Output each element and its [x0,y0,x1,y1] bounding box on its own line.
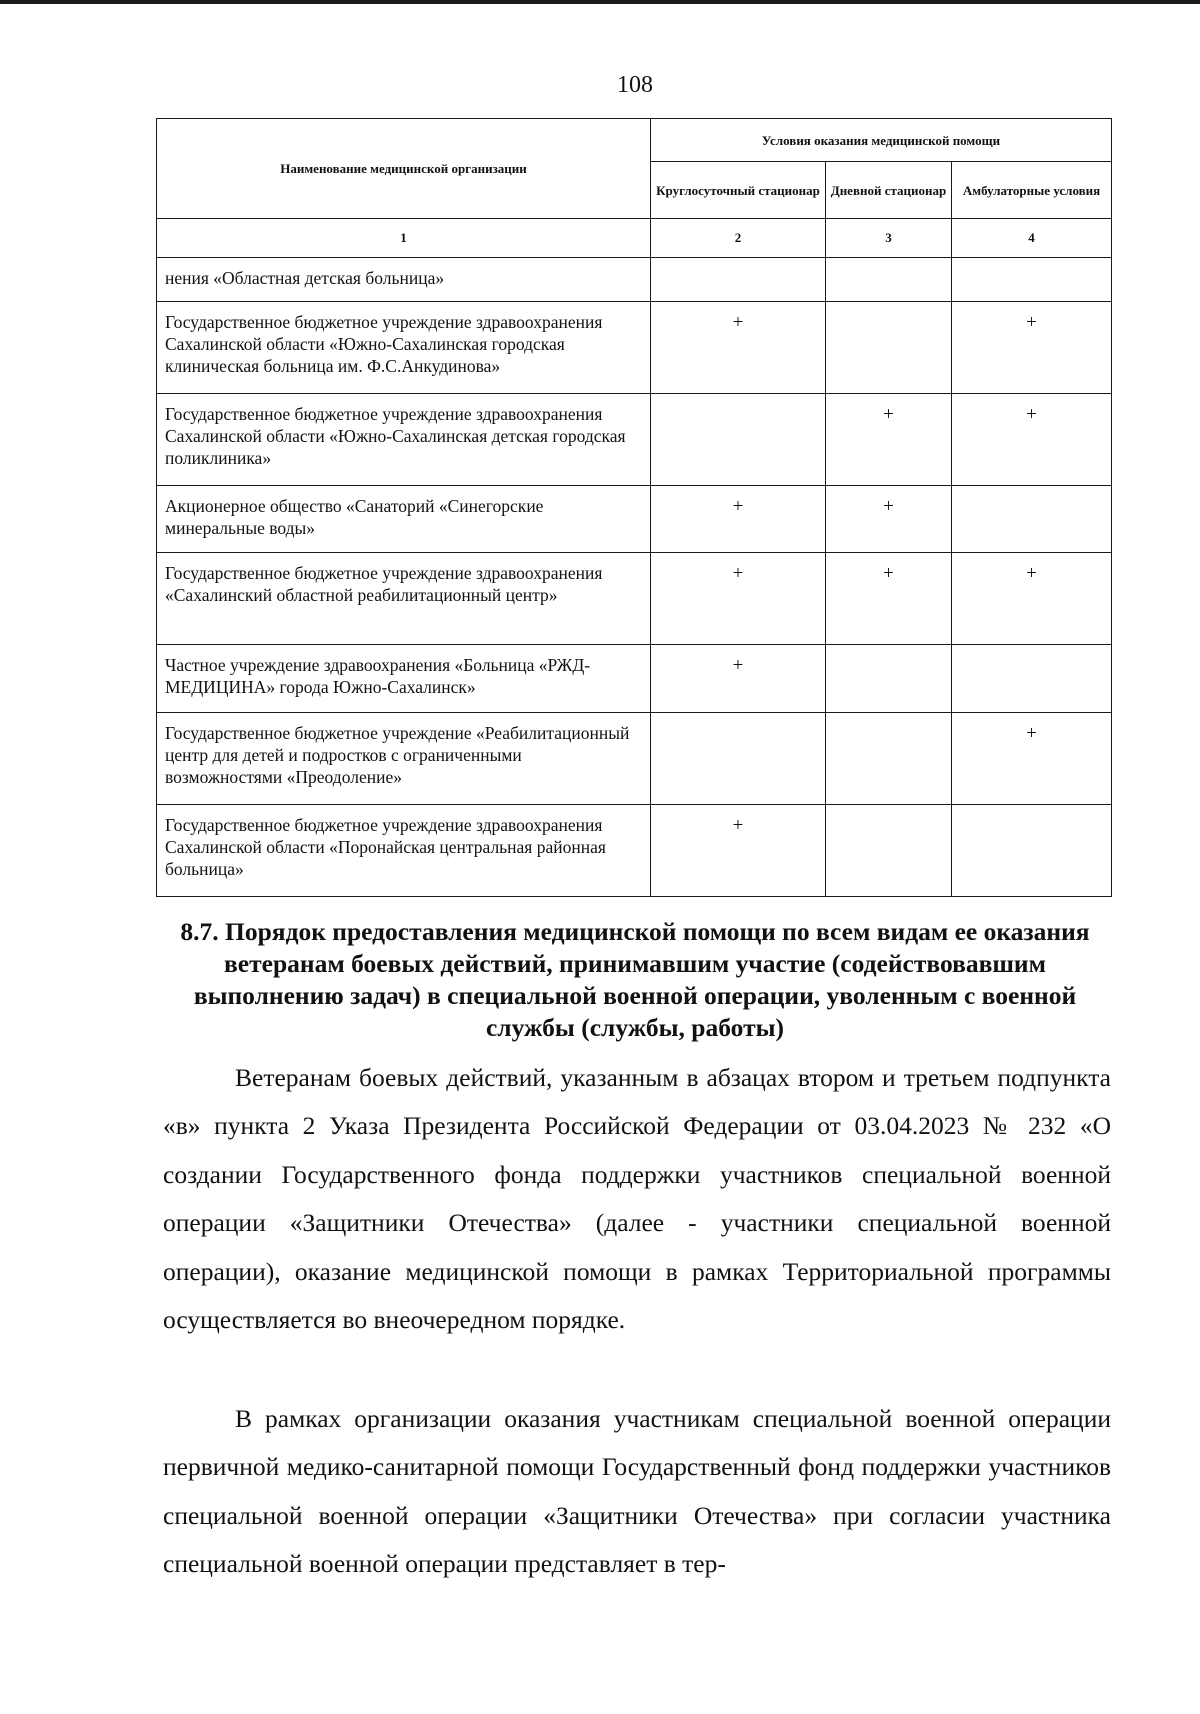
outpatient-mark: + [952,302,1112,394]
round-the-clock-mark [651,258,826,302]
day-hospital-mark: + [826,394,952,486]
header-outpatient: Амбулаторные условия [952,162,1112,219]
top-border-line [0,0,1200,4]
organization-name: Акционерное общество «Санаторий «Синегорские минеральные воды» [157,486,651,553]
day-hospital-mark [826,258,952,302]
table-row [157,805,1112,897]
table-row [157,302,1112,394]
outpatient-mark [952,258,1112,302]
day-hospital-mark [826,805,952,897]
day-hospital-mark: + [826,553,952,645]
organization-name: Государственное бюджетное учреждение здравоохранения «Сахалинский областной реабилитационный центр» [157,553,651,645]
outpatient-mark [952,486,1112,553]
organization-name: Частное учреждение здравоохранения «Больница «РЖД-МЕДИЦИНА» города Южно-Сахалинск» [157,645,651,713]
round-the-clock-mark [651,394,826,486]
round-the-clock-mark: + [651,553,826,645]
column-number: 3 [826,219,952,258]
section-heading: 8.7. Порядок предоставления медицинской помощи по всем видам ее оказания ветеранам боевых действий, принимавшим участие (содействовавшим выполнению задач) в специальной военной операции, уволенным с военной службы (службы, работы) [180,917,1090,1042]
table-row [157,394,1112,486]
table-row [157,486,1112,553]
organization-name: нения «Областная детская больница» [157,258,651,302]
organization-name: Государственное бюджетное учреждение здравоохранения Сахалинской области «Южно-Сахалинская городская клиническая больница им. Ф.С.Анкудинова» [157,302,651,394]
column-number: 2 [651,219,826,258]
header-organization-name: Наименование медицинской организации [157,119,651,219]
organization-name: Государственное бюджетное учреждение здравоохранения Сахалинской области «Поронайская центральная районная больница» [157,805,651,897]
column-number: 4 [952,219,1112,258]
page-number: 108 [617,72,653,98]
organization-name: Государственное бюджетное учреждение «Реабилитационный центр для детей и подростков с ограниченными возможностями «Преодоление» [157,713,651,805]
header-round-the-clock-hospital: Круглосуточный стационар [651,162,826,219]
table-row [157,713,1112,805]
column-number: 1 [157,219,651,258]
outpatient-mark: + [952,713,1112,805]
body-paragraph: В рамках организации оказания участникам специальной военной операции первичной медико-санитарной помощи Государственный фонд поддержки участников специальной военной операции «Защитники Отечества» при согласии участника специальной военной операции представляет в тер- [163,1404,1111,1579]
medical-organizations-table [156,118,1112,897]
day-hospital-mark: + [826,486,952,553]
day-hospital-mark [826,713,952,805]
day-hospital-mark [826,302,952,394]
round-the-clock-mark: + [651,486,826,553]
table-row [157,645,1112,713]
round-the-clock-mark: + [651,302,826,394]
day-hospital-mark [826,645,952,713]
header-care-conditions: Условия оказания медицинской помощи [651,119,1112,162]
header-day-hospital: Дневной стационар [826,162,952,219]
outpatient-mark [952,805,1112,897]
round-the-clock-mark: + [651,645,826,713]
round-the-clock-mark [651,713,826,805]
round-the-clock-mark: + [651,805,826,897]
table-row [157,553,1112,645]
organization-name: Государственное бюджетное учреждение здравоохранения Сахалинской области «Южно-Сахалинская детская городская поликлиника» [157,394,651,486]
outpatient-mark: + [952,553,1112,645]
table-row [157,258,1112,302]
body-paragraph: Ветеранам боевых действий, указанным в абзацах втором и третьем подпункта «в» пункта 2 Указа Президента Российской Федерации от 03.04.2023 № 232 «О создании Государственного фонда поддержки участников специальной военной операции «Защитники Отечества» (далее - участники специальной военной операции), оказание медицинской помощи в рамках Территориальной программы осуществляется во внеочередном порядке. [163,1063,1111,1335]
outpatient-mark: + [952,394,1112,486]
outpatient-mark [952,645,1112,713]
